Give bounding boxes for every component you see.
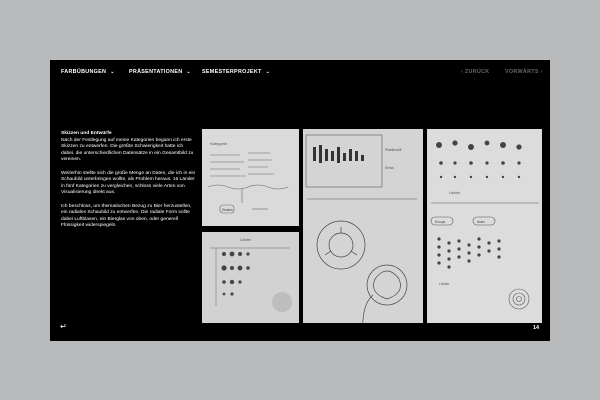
chevron-down-icon: ⌄ (110, 69, 115, 75)
presentation-slide (50, 60, 550, 341)
paragraph: Nach der Festlegung auf meine Kategorien begann ich erste Skizzen zu entwerfen. Die größte Schwierigkeit hatte ich dabei, die unterschiedlichen Datensätze in ein Gesamtbild zu vereinen. (61, 137, 194, 163)
sketch-tag: Staaten (222, 208, 233, 212)
sketch-label: Plastikmüll (385, 148, 402, 152)
page-number: 14 (533, 325, 540, 331)
nav-label: SEMESTERPROJEKT (202, 69, 262, 75)
sketch-label: Länder (240, 238, 252, 242)
nav-menu-semesterprojekt[interactable] (202, 69, 270, 75)
description-text (61, 131, 197, 237)
sketch-drawing (303, 129, 423, 323)
chevron-down-icon: ⌄ (265, 69, 271, 75)
sketch-photo-1 (202, 129, 299, 226)
chevron-right-icon: › (540, 69, 543, 75)
sketch-photo-3 (303, 129, 423, 323)
forward-label: VORWÄRTS (505, 69, 539, 75)
sketch-tag: Europa (435, 220, 446, 224)
chevron-down-icon: ⌄ (186, 69, 191, 75)
top-navigation (50, 60, 550, 88)
sketch-drawing (202, 129, 299, 226)
chevron-left-icon: ‹ (461, 69, 464, 75)
nav-menu-farbuebungen[interactable] (61, 69, 115, 75)
paragraph: Ich beschloss, um thematischen Bezug zu Bier herzustellen, ein radiales Schaubild zu entwerfen. Die radiale Form sollte dabei Luftblasen, ein Bierglas von oben, oder generell Flüssigkeit widerspiegeln. (61, 203, 192, 229)
sketch-photo-4 (427, 129, 542, 323)
nav-label: PRÄSENTATIONEN (129, 69, 183, 75)
section-heading: Skizzen und Entwürfe (61, 131, 112, 136)
nav-menu-praesentationen[interactable] (129, 69, 191, 75)
nav-label: FARBÜBUNGEN (61, 69, 107, 75)
back-label: ZURÜCK (464, 69, 490, 75)
sketch-label: Länder (449, 191, 461, 195)
sketch-tag: Asien (477, 220, 485, 224)
sketch-drawing (202, 232, 299, 323)
sketch-drawing (427, 129, 542, 323)
forward-button[interactable] (505, 69, 543, 75)
back-button[interactable] (461, 69, 489, 75)
return-arrow-icon[interactable]: ↵ (60, 322, 67, 331)
paragraph: Weiterhin stellte sich die große Menge an Daten, die ich in ein Schaubild unterbringen wollte, als Problem heraus. 16 Länder in fünf Kategorien zu vergleichen, schloss viele Arten von Visualisierung direkt aus. (61, 170, 196, 196)
sketch-label: Länder (439, 282, 450, 286)
sketch-photo-2 (202, 232, 299, 323)
sketch-label: Kategorie (210, 141, 228, 146)
sketch-label: Klima (385, 166, 394, 170)
